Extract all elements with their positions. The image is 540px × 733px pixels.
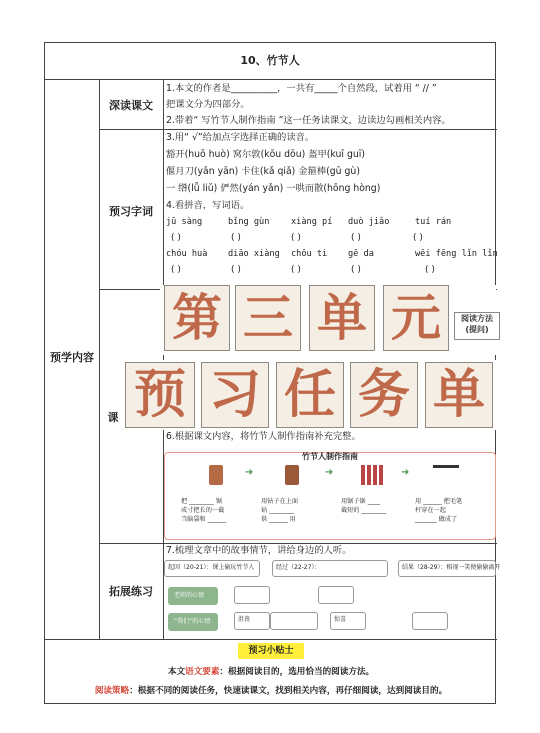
arrow-icon: ➜ xyxy=(401,467,410,478)
guide-step-3: 用锯子锯 ____ 截短的 ________ xyxy=(341,498,387,514)
plot-middle: 经过（22-27）： xyxy=(272,560,388,577)
plot-start: 起因（20-21）：课上偷玩竹节人 xyxy=(164,560,260,577)
title-char: 第 xyxy=(164,285,230,351)
deep-read-line-3: 2.带着“ 写竹节人制作指南 ”这一任务读课文，边读边勾画相关内容。 xyxy=(166,115,451,126)
segments-icon xyxy=(361,465,383,485)
we-mood-box: 惊喜 xyxy=(330,612,366,630)
answer-blank[interactable]: ( ) xyxy=(351,233,361,243)
arrow-icon: ➜ xyxy=(245,467,254,478)
pinyin-word: gē da xyxy=(348,249,374,259)
title-char: 预 xyxy=(125,362,195,428)
row-label-task: 课 xyxy=(107,411,119,424)
answer-blank[interactable]: ( ) xyxy=(291,233,301,243)
plot-end: 结果（28-29）：相视一笑便偷偷离开 xyxy=(398,560,496,577)
guide-step-1: 把 ________ 锯 成寸把长的一截 当脑袋和 ______ xyxy=(181,498,227,523)
answer-blank[interactable]: ( ) xyxy=(231,233,241,243)
title-char: 务 xyxy=(350,362,418,428)
guide-title: 竹节人制作指南 xyxy=(302,452,358,461)
pinyin-word: jū sàng xyxy=(166,217,203,227)
teacher-mood-label: 老师的心情 xyxy=(168,587,218,605)
page-title: 10、竹节人 xyxy=(45,43,495,80)
title-char: 单 xyxy=(425,362,493,428)
section-label: 预学内容 xyxy=(50,351,94,364)
answer-blank[interactable]: ( ) xyxy=(291,265,301,275)
pinyin-word: chōu ti xyxy=(291,249,328,259)
title-char: 三 xyxy=(235,285,301,351)
pinyin-word: bǐng gùn xyxy=(228,217,270,227)
extend-instruction: 7.梳理文章中的故事情节，讲给身边的人听。 xyxy=(166,545,352,556)
method-note: 阅读方法 (提问) xyxy=(454,312,500,340)
preview-instruction-2: 4.看拼音，写词语。 xyxy=(166,200,250,211)
title-char: 单 xyxy=(309,285,375,351)
title-char: 元 xyxy=(383,285,449,351)
guide-step-4: 用 ______ 把毛笔 杆穿在一起 _______ 做成了 xyxy=(415,498,463,523)
deep-read-line-1: 1.本文的作者是__________，一共有_____个自然段，试着用 “ // ” xyxy=(166,83,437,94)
tips-line-2: 阅读策略：根据不同的阅读任务，快速读课文，找到相关内容，再仔细阅读，达到阅读目的。 xyxy=(94,686,448,696)
row-label-extend: 拓展练习 xyxy=(109,585,153,598)
pinyin-line-1: 豁开(huō huò) 窝尔敦(kōu dōu) 盔甲(kuī guī) xyxy=(166,149,365,160)
answer-blank[interactable]: ( ) xyxy=(171,233,181,243)
row-label-deep-read: 深读课文 xyxy=(109,99,153,112)
pinyin-line-2: 偃月刀(yǎn yān) 卡住(kǎ qiǎ) 金箍棒(gū gù) xyxy=(166,166,360,177)
we-mood-blank[interactable] xyxy=(412,612,448,630)
title-char: 任 xyxy=(276,362,344,428)
guide-step-2: 用钻子在上面 钻 ________ 供 ______ 用 xyxy=(261,498,299,523)
divider xyxy=(163,79,164,639)
pinyin-word: wēi fēng lǐn lǐn xyxy=(415,249,498,259)
we-mood-blank[interactable] xyxy=(270,612,318,630)
preview-instruction: 3.用“ √”给加点字选择正确的读音。 xyxy=(166,132,315,143)
answer-blank[interactable]: ( ) xyxy=(231,265,241,275)
puppet-icon xyxy=(433,465,459,488)
pinyin-line-3: 一 绺(lǚ liǔ) 俨然(yán yǎn) 一哄而散(hōng hòng) xyxy=(166,183,381,194)
pinyin-word: duò jiǎo xyxy=(348,217,390,227)
bamboo-icon xyxy=(209,465,223,485)
deep-read-line-2: 把课文分为四部分。 xyxy=(166,99,250,110)
we-mood-label: “我们”的心情 xyxy=(168,613,218,631)
drill-icon xyxy=(285,465,299,485)
pinyin-word: chóu huà xyxy=(166,249,208,259)
tips-title: 预习小贴士 xyxy=(238,643,304,659)
row-label-preview: 预习字词 xyxy=(109,205,153,218)
title-char: 习 xyxy=(201,362,269,428)
pinyin-word: diāo xiàng xyxy=(228,249,280,259)
answer-blank[interactable]: ( ) xyxy=(351,265,361,275)
answer-blank[interactable]: ( ) xyxy=(413,233,423,243)
we-mood-box: 沮丧 xyxy=(234,612,270,630)
divider xyxy=(45,639,497,640)
arrow-icon: ➜ xyxy=(325,467,334,478)
maker-guide xyxy=(164,452,496,540)
task-instruction: 6.根据课文内容，将竹节人制作指南补充完整。 xyxy=(166,431,361,442)
answer-blank[interactable]: ( ) xyxy=(171,265,181,275)
teacher-mood-blank[interactable] xyxy=(318,586,354,604)
pinyin-word: xiàng pí xyxy=(291,217,333,227)
divider xyxy=(99,79,100,639)
tips-line-1: 本文语文要素：根据阅读目的，选用恰当的阅读方法。 xyxy=(167,667,375,677)
answer-blank[interactable]: ( ) xyxy=(425,265,435,275)
teacher-mood-blank[interactable] xyxy=(234,586,270,604)
pinyin-word: tuí rán xyxy=(415,217,452,227)
